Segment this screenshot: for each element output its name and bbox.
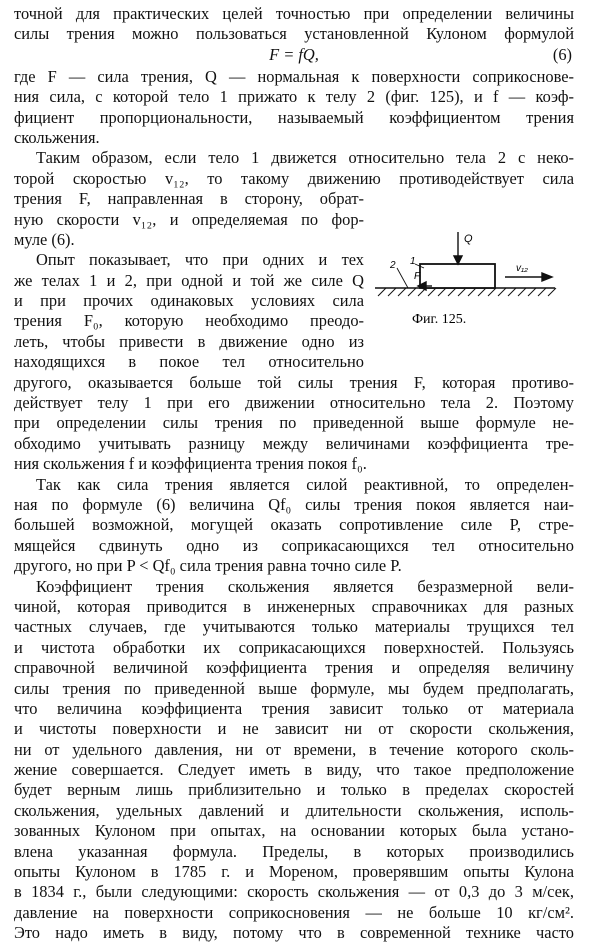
text-line: трения F₀, которую необходимо преодо- (14, 311, 364, 331)
text-line: Это надо иметь в виду, потому что в современной технике часто (14, 923, 574, 943)
text-line: Так как сила трения является силой реактивной, то определен- (36, 474, 574, 494)
text-line: зованных Кулоном при опытах, на основании которых была устано- (14, 821, 574, 841)
text-line: при определении силы трения по приведенной выше формуле не- (14, 413, 574, 433)
text-line: силы трения по приведенной выше формуле, мы будем предполагать, (14, 678, 574, 698)
text-line: силы трения можно пользоваться установленной Кулоном формулой (14, 24, 574, 44)
text-line: ния скольжения f и коэффициента трения покоя f₀. (14, 454, 367, 474)
page-text (14, 4, 574, 944)
text-line: где F — сила трения, Q — нормальная к поверхности соприкоснове- (14, 66, 574, 86)
text-line: фициент пропорциональности, называемый коэффициентом трения (14, 107, 574, 127)
text-line: опыты Кулоном в 1785 г. и Мореном, проверявшим опыты Кулона (14, 862, 574, 882)
text-line: точной для практических целей точностью при определении величины (14, 4, 574, 23)
label-body-2: 2 (390, 260, 396, 271)
text-line: муле (6). (14, 229, 75, 249)
text-line: скольжения, удельных давлений и длительности скольжения, исполь- (14, 800, 574, 820)
text-line: находящихся в покое тел относительно (14, 352, 364, 372)
text-line: трения F, направленная в сторону, обрат- (14, 189, 364, 209)
text-line: что величина коэффициента трения зависит только от материала (14, 698, 574, 718)
text-line: справочной величиной коэффициента трения и определяя величину (14, 658, 574, 678)
ground-hatching (375, 288, 556, 296)
text-line: мящейся сдвинуть одно из соприкасающихся тел относительно (14, 535, 574, 555)
text-line: Коэффициент трения скольжения является безразмерной вели- (36, 576, 574, 596)
label-body-1: 1 (410, 256, 416, 267)
text-line: ную скорости v₁₂, и определяемая по фор- (14, 209, 364, 229)
text-line: ная по формуле (6) величина Qf₀ силы трения покоя является наи- (14, 494, 574, 514)
text-line: жение совершается. Следует иметь в виду, что такое предположение (14, 760, 574, 780)
text-line: и при прочих одинаковых условиях сила (14, 291, 364, 311)
text-line: леть, чтобы привести в движение одно из (14, 331, 364, 351)
formula-number: (6) (552, 44, 572, 64)
friction-diagram (370, 226, 560, 316)
text-line: влена указанная формула. Пределы, в которых производились (14, 841, 574, 861)
label-q: Q (464, 233, 473, 245)
text-line: частных случаев, где учитываются только материалы трущихся тел (14, 617, 574, 637)
velocity-arrow (505, 273, 552, 281)
label-f: F (414, 271, 421, 282)
text-line: скольжения. (14, 127, 100, 147)
text-line: большей возможной, могущей оказать сопротивление силе P, стре- (14, 515, 574, 535)
text-line: ния сила, с которой тело 1 прижато к телу 2 (фиг. 125), и f — коэф- (14, 87, 574, 107)
figure-125 (370, 226, 560, 346)
block-body (420, 264, 495, 288)
formula-6 (14, 45, 574, 67)
text-line: Опыт показывает, что при одних и тех (36, 250, 364, 270)
force-q-arrow (454, 232, 462, 264)
formula-expression: F = fQ, (269, 44, 319, 64)
text-line: обходимо учитывать разницу между величинами коэффициента тре- (14, 433, 574, 453)
wrapped-paragraph (14, 189, 364, 373)
text-line: другого, но при P < Qf₀ сила трения равна точно силе P. (14, 556, 402, 576)
figure-caption: Фиг. 125. (412, 312, 467, 327)
text-line: чиной, которая приводится в инженерных справочниках для разных (14, 596, 574, 616)
text-line: будет верным лишь приблизительно и только в пределах скоростей (14, 780, 574, 800)
text-line: и чистоты поверхности и не зависит ни от скорости скольжения, (14, 719, 574, 739)
text-line: ни от удельного давления, ни от времени, в течение которого сколь- (14, 739, 574, 759)
text-line: и чистота обработки их соприкасающихся поверхностей. Пользуясь (14, 637, 574, 657)
text-line: действует телу 1 при его движении относительно тела 2. Поэтому (14, 393, 574, 413)
text-line: в 1834 г., были следующими: скорость скольжения — от 0,3 до 3 м/сек, (14, 882, 574, 902)
text-line: давление на поверхности соприкосновения — не больше 10 кг/см². (14, 902, 574, 922)
text-line: Таким образом, если тело 1 движется относительно тела 2 с неко- (36, 148, 574, 168)
label-velocity: v₁₂ (516, 263, 528, 274)
text-line: торой скоростью v₁₂, то такому движению противодействует сила (14, 168, 574, 188)
text-line: же телах 1 и 2, при одной и той же силе Q (14, 270, 364, 290)
text-line: другого, оказывается больше той силы трения F, которая противо- (14, 372, 574, 392)
